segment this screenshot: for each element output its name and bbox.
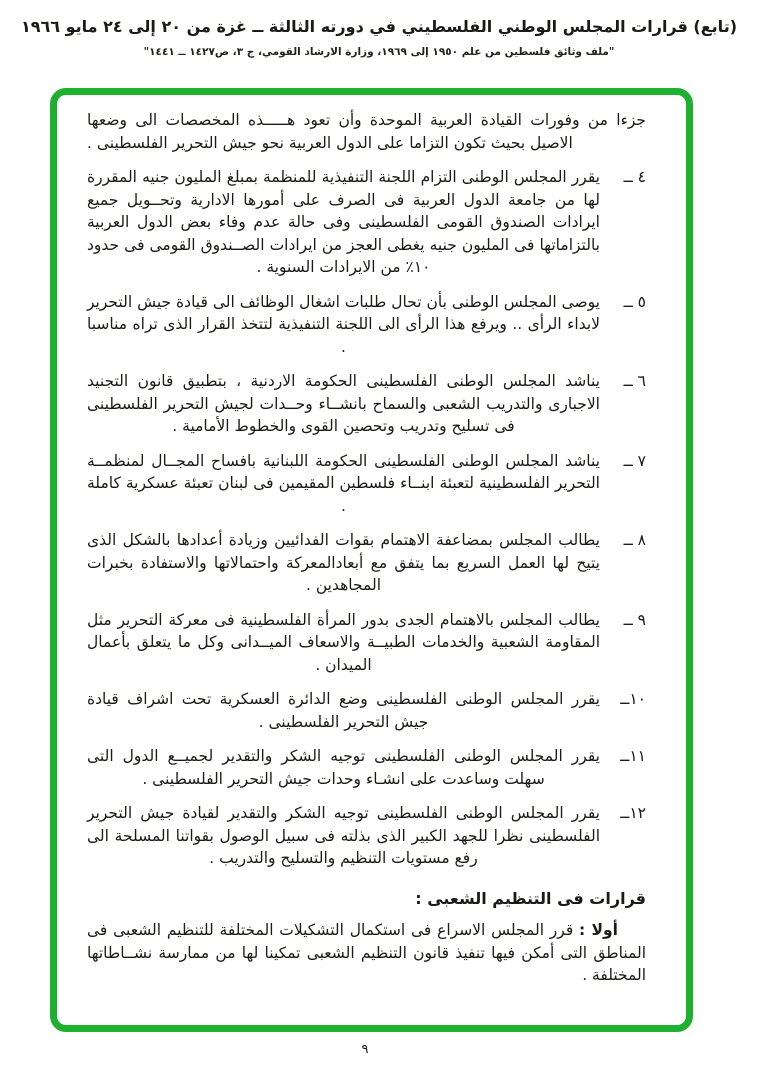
resolution-item-12 xyxy=(87,802,646,870)
item-number: ١٢ــ xyxy=(620,804,646,822)
item-number: ٨ ــ xyxy=(623,531,646,549)
item-text: يقرر المجلس الوطنى الفلسطينى توجيه الشكر والتقدير لجميــع الدول التى سهلت وساعدت على انشـاء وحدات جيش التحرير الفلسطينى . xyxy=(87,747,600,788)
page-header xyxy=(0,0,758,58)
item-number: ٩ ــ xyxy=(623,610,646,629)
item-text: يطالب المجلس بمضاعفة الاهتمام بقوات الفدائيين وزيادة أعدادها بالشكل الذى يتيح لها العمل السريع بما يتفق مع أبعادالمعركة واحتمالاتها والاستفادة بخبرات المجاهدين . xyxy=(87,531,600,594)
item-number: ١١ــ xyxy=(620,747,646,765)
resolution-item-7 xyxy=(87,450,646,518)
item-number: ٥ ــ xyxy=(623,292,646,311)
item-number: ١٠ــ xyxy=(620,690,646,708)
resolution-item-5 xyxy=(87,291,646,359)
resolution-item-8 xyxy=(87,529,646,597)
item-text: يناشد المجلس الوطنى الفلسطينى الحكومة اللبنانية بافساح المجــال لمنظمــة التحرير الفلسطينية لتعبئة ابنــاء فلسطين المقيمين فى لبنان تعبئة عسكرية كاملة . xyxy=(87,451,600,515)
paragraph-lead: أولا : xyxy=(579,921,618,939)
item-text: يقرر المجلس الوطنى الفلسطينى توجيه الشكر والتقدير لقيادة جيش التحرير الفلسطينى نظرا للجهد الكبير الذى بذلته فى سبيل الوصول بقواتنا المسلحة الى رفع مستويات التنظيم والتسليح والتدريب . xyxy=(87,804,600,867)
closing-paragraph xyxy=(87,919,646,987)
resolution-item-6 xyxy=(87,370,646,438)
item-text: يقرر المجلس الوطنى التزام اللجنة التنفيذية للمنظمة بمبلغ المليون جنيه المقررة لها من جامعة الدول العربية فى الصرف على أمورها الادارية وتحــويل جميع ايرادات الصندوق القومى الفلسطينى وفى حالة عدم وفاء بعض الدول العربية بالتزاماتها فى المليون جنيه يغطى العجز من ايرادات الصــندوق القومى فى حدود ١٠٪ من الايرادات السنوية . xyxy=(87,168,600,276)
item-number: ٦ ــ xyxy=(623,372,646,390)
item-number: ٧ ــ xyxy=(623,451,646,470)
item-text: يقرر المجلس الوطنى الفلسطينى وضع الدائرة العسكرية تحت اشراف قيادة جيش التحرير الفلسطينى . xyxy=(87,690,600,731)
item-text: يطالب المجلس بالاهتمام الجدى بدور المرأة الفلسطينية فى معركة التحرير مثل المقاومة الشعبية والخدمات الطبيــة والاسعاف الميــدانى وكل ما يتعلق بأعمال الميدان . xyxy=(87,610,600,674)
paragraph-text: قرر المجلس الاسراع فى استكمال التشكيلات المختلفة للتنظيم الشعبى فى المناطق التى أمكن فيها تنفيذ قانون التنظيم الشعبى تمكينا لها من ممارسة نشــاطاتها المختلفة . xyxy=(87,921,646,984)
intro-paragraph: جزءا من وفورات القيادة العربية الموحدة وأن تعود هـــــذه المخصصات الى وضعها الاصيل بحيث تكون التزاما على الدول العربية نحو جيش التحرير الفلسطينى . xyxy=(87,111,646,152)
item-number: ٤ ــ xyxy=(623,168,646,186)
resolution-item-10 xyxy=(87,688,646,733)
document-source-citation: "ملف وثائق فلسطين من علم ١٩٥٠ إلى ١٩٦٩، وزارة الارشاد القومي، ج ٣، ص١٤٢٧ ــ ١٤٤١" xyxy=(143,46,615,58)
document-title: (تابع) قرارات المجلس الوطني الفلسطيني في دورته الثالثة ــ غزة من ٢٠ إلى ٢٤ مايو ١٩٦٦ xyxy=(20,17,738,36)
highlight-frame xyxy=(50,88,693,1032)
item-text: يوصى المجلس الوطنى بأن تحال طلبات اشغال الوظائف الى قيادة جيش التحرير لابداء الرأى .. ويرفع هذا الرأى الى اللجنة التنفيذية لتتخذ القرار الذى تراه مناسبا . xyxy=(87,292,600,356)
resolution-item-9 xyxy=(87,609,646,677)
resolution-item-4 xyxy=(87,166,646,279)
resolution-item-11 xyxy=(87,745,646,790)
page-number: ٩ xyxy=(361,1042,369,1057)
item-text: يناشد المجلس الوطنى الفلسطينى الحكومة الاردنية ، بتطبيق قانون التجنيد الاجبارى والتدريب الشعبى والسماح بانشــاء وحــدات لجيش التحرير الفلسطينى فى تسليح وتدريب وتحصين القوى والخطوط الأمامية . xyxy=(87,372,600,435)
section-heading: قرارات فى التنظيم الشعبى : xyxy=(415,888,646,908)
